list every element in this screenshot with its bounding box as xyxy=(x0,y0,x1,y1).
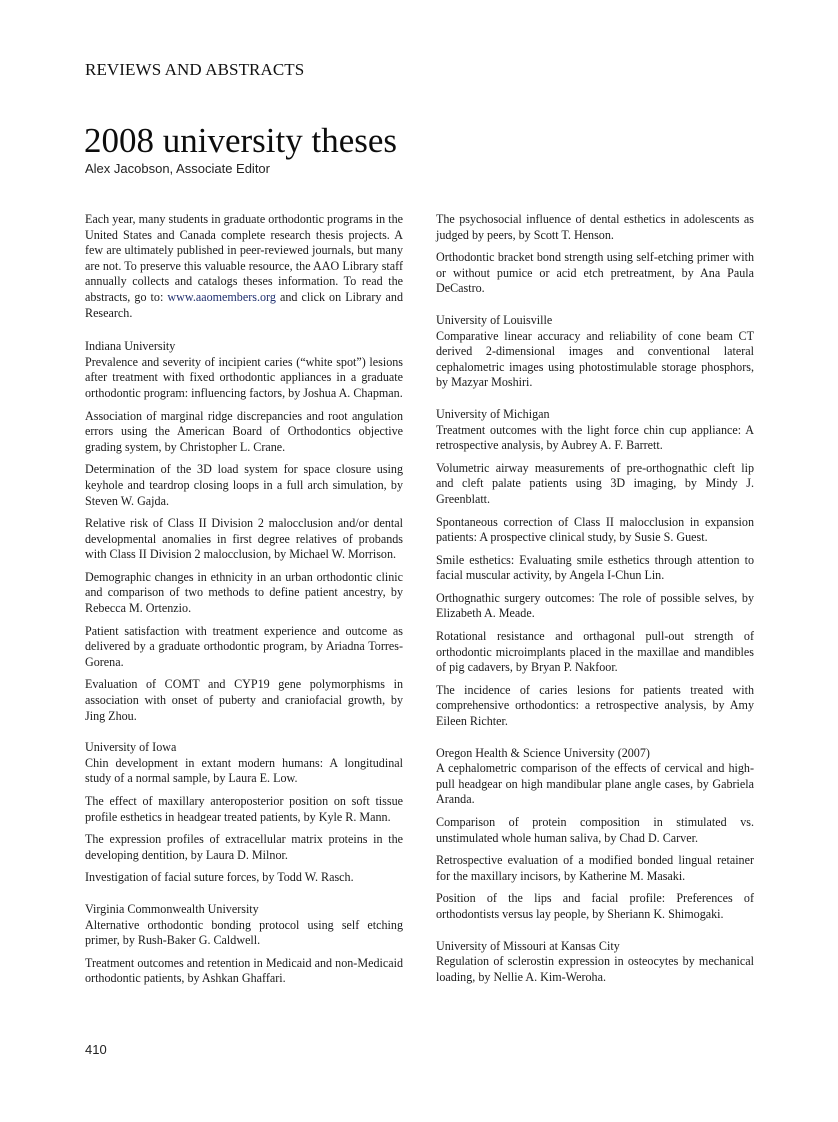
university-name: Indiana University xyxy=(85,339,176,354)
intro-text-end: and click on Library and Research. xyxy=(85,289,404,320)
thesis-entry: Evaluation of COMT and CYP19 gene polymorphisms in association with onset of puberty and craniofacial growth, by Jing Zhou. xyxy=(85,677,403,723)
thesis-entry: The effect of maxillary anteroposterior position on soft tissue profile esthetics in headgear treated patients, by Kyle R. Mann. xyxy=(85,794,403,824)
thesis-entry: Comparison of protein composition in stimulated vs. unstimulated whole human saliva, by Chad D. Carver. xyxy=(436,815,754,845)
university-section-vcu xyxy=(85,902,403,987)
left-column xyxy=(85,212,403,1003)
aao-link[interactable]: www.aaomembers.org xyxy=(167,289,276,304)
right-column xyxy=(436,212,754,1001)
university-section-michigan xyxy=(436,407,754,730)
university-name: University of Louisville xyxy=(436,312,553,327)
thesis-entry: Association of marginal ridge discrepancies and root angulation errors using the American Board of Orthodontics objective grading system, by Christopher L. Crane. xyxy=(85,408,403,454)
thesis-entry: The expression profiles of extracellular matrix proteins in the developing dentition, by Laura D. Milnor. xyxy=(85,832,403,862)
thesis-entry: Position of the lips and facial profile: Preferences of orthodontists versus lay people, by Sheriann K. Shimogaki. xyxy=(436,891,754,921)
university-name: Virginia Commonwealth University xyxy=(85,901,259,916)
thesis-entry: Demographic changes in ethnicity in an urban orthodontic clinic and comparison of two methods to define patient ancestry, by Rebecca M. Ortenzio. xyxy=(85,569,403,616)
thesis-entry: Determination of the 3D load system for space closure using keyhole and teardrop closing loops in a full arch simulation, by Steven W. Gajda. xyxy=(85,462,403,508)
thesis-entry: Comparative linear accuracy and reliability of cone beam CT derived 2-dimensional images and conventional lateral cephalometric images using photostimulable storage phosphors, by Mazyar Moshiri. xyxy=(436,328,754,390)
university-section-iowa xyxy=(85,740,403,886)
thesis-entry: The incidence of caries lesions for patients treated with comprehensive orthodontics: a retrospective analysis, by Amy Eileen Richter. xyxy=(436,682,754,729)
thesis-entry: Orthodontic bracket bond strength using self-etching primer with or without pumice or acid etch pretreatment, by Ana Paula DeCastro. xyxy=(436,250,754,296)
thesis-entry: Prevalence and severity of incipient caries (“white spot”) lesions after treatment with fixed orthodontic appliances in a graduate orthodontic program: influencing factors, by Joshua A. Chapman. xyxy=(85,354,403,400)
thesis-entry: The psychosocial influence of dental esthetics in adolescents as judged by peers, by Scott T. Henson. xyxy=(436,212,754,242)
university-section-umkc xyxy=(436,939,754,986)
continued-entries xyxy=(436,212,754,297)
page-title: 2008 university theses xyxy=(84,121,398,160)
byline: Alex Jacobson, Associate Editor xyxy=(85,161,270,176)
university-section-indiana xyxy=(85,339,403,724)
intro-paragraph xyxy=(85,212,403,321)
thesis-entry: Treatment outcomes and retention in Medicaid and non-Medicaid orthodontic patients, by Ashkan Ghaffari. xyxy=(85,955,403,986)
university-name: University of Iowa xyxy=(85,740,177,755)
thesis-entry: Spontaneous correction of Class II malocclusion in expansion patients: A prospective clinical study, by Susie S. Guest. xyxy=(436,514,754,545)
thesis-entry: Regulation of sclerostin expression in osteocytes by mechanical loading, by Nellie A. Kim-Weroha. xyxy=(436,954,754,984)
thesis-entry: A cephalometric comparison of the effects of cervical and high-pull headgear on high mandibular plane angle cases, by Gabriela Aranda. xyxy=(436,761,754,807)
page-number: 410 xyxy=(85,1042,107,1057)
thesis-entry: Retrospective evaluation of a modified bonded lingual retainer for the maxillary incisors, by Katherine M. Masaki. xyxy=(436,853,754,883)
thesis-entry: Treatment outcomes with the light force chin cup appliance: A retrospective analysis, by Aubrey A. F. Barrett. xyxy=(436,422,754,453)
thesis-entry: Smile esthetics: Evaluating smile esthetics through attention to facial muscular activity, by Angela I-Chun Lin. xyxy=(436,552,754,583)
thesis-entry: Investigation of facial suture forces, by Todd W. Rasch. xyxy=(85,870,354,885)
section-label: REVIEWS AND ABSTRACTS xyxy=(85,60,305,79)
thesis-entry: Rotational resistance and orthagonal pull-out strength of orthodontic microimplants placed in the maxillae and mandibles of pig cadavers, by Bryan P. Nakfoor. xyxy=(436,629,754,675)
university-section-ohsu xyxy=(436,746,754,923)
thesis-entry: Patient satisfaction with treatment experience and outcome as delivered by a graduate orthodontic program, by Ariadna Torres-Gorena. xyxy=(85,623,403,669)
thesis-entry: Alternative orthodontic bonding protocol using self etching primer, by Rush-Baker G. Caldwell. xyxy=(85,917,403,948)
university-name: University of Missouri at Kansas City xyxy=(436,938,620,953)
university-section-louisville xyxy=(436,313,754,391)
university-name: University of Michigan xyxy=(436,406,550,421)
intro-text: Each year, many students in graduate orthodontic programs in the United States and Canada complete research thesis projects. A few are ultimately published in peer-reviewed journals, but many are not. To preserve this valuable resource, the AAO Library staff annually collects and catalogs theses information. To read the abstracts, go to: xyxy=(85,212,403,304)
thesis-entry: Orthognathic surgery outcomes: The role of possible selves, by Elizabeth A. Meade. xyxy=(436,590,754,621)
university-name: Oregon Health & Science University (2007) xyxy=(436,745,650,760)
thesis-entry: Relative risk of Class II Division 2 malocclusion and/or dental developmental anomalies in first degree relatives of probands with Class II Division 2 malocclusion, by Michael W. Morrison. xyxy=(85,516,403,562)
thesis-entry: Chin development in extant modern humans: A longitudinal study of a normal sample, by Laura E. Low. xyxy=(85,755,403,786)
thesis-entry: Volumetric airway measurements of pre-orthognathic cleft lip and cleft palate patients using 3D imaging, by Mindy J. Greenblatt. xyxy=(436,460,754,506)
